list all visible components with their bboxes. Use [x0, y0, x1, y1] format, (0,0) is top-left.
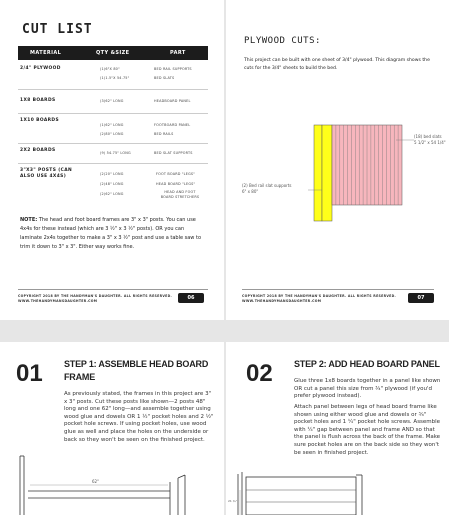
step-number: 01: [16, 360, 43, 387]
step-2-page: [226, 342, 449, 515]
part-cell: BED SLAT SUPPORTS: [154, 151, 193, 155]
part-cell: FOOTBOARD PANEL: [154, 123, 191, 127]
step-instructions-1: Glue three 1x8 boards together in a panel like shown OR cut a panel this size from ¾" plywood (if you'd prefer plywood instead).: [294, 378, 441, 400]
material-cell: 1X8 BOARDS: [20, 98, 56, 103]
material-cell: 2X2 BOARDS: [20, 148, 56, 153]
label-rail-supports: [242, 183, 291, 194]
label-line: (2) Bed rail slat supports: [242, 183, 292, 188]
header-part: PART: [170, 50, 186, 56]
qty-cell: (1)1.5"X 54.75": [100, 76, 130, 80]
step-1-page: [0, 342, 224, 515]
rail-support-strip: [314, 125, 322, 221]
footer-copyright: [242, 294, 396, 304]
qty-cell: (2)20" LONG: [100, 172, 124, 176]
step-instructions-2: Attach panel between legs of head board frame like shown using either wood glue and dowels or ¾" pocket holes and 1 ¼" pocket hole screws. Assemble with ¼" gap between panel and frame AND so that the panel is flush across the back of the frame. Make sure pocket holes are on the back side so they won't be seen in finished project.: [294, 404, 441, 456]
part-cell: BED SLATS: [154, 76, 175, 80]
part-cell: HEAD AND FOOT BOARD STRETCHERS: [160, 190, 200, 199]
part-cell: FOOT BOARD "LEGS": [156, 172, 196, 176]
plywood-cuts-page: [226, 0, 449, 320]
cut-list-header: [18, 46, 208, 60]
footer-copyright: [18, 294, 172, 304]
material-cell: 3"X3" POSTS (CAN ALSO USE 4X4S): [20, 168, 73, 179]
intro-paragraph: This project can be built with one sheet of 3/4" plywood. This diagram shows the cuts for the 3/4" sheets to build the bed.: [244, 58, 430, 71]
footer-divider: [242, 289, 434, 290]
page-number: 06: [178, 293, 204, 303]
footer-line: WWW.THEHANDYMANSDAUGHTER.COM: [242, 299, 322, 303]
table-row: [18, 90, 208, 114]
table-row: [18, 114, 208, 144]
head-board-frame-sketch: [0, 342, 224, 515]
part-cell: HEAD BOARD "LEGS": [156, 182, 196, 186]
page-title: PLYWOOD CUTS:: [244, 36, 321, 46]
qty-cell: (3)62" LONG: [100, 99, 124, 103]
step-instructions: As previously stated, the frames in this project are 3" x 3" posts. Cut these posts like shown—2 posts 48" long and one 62" long—and assemble together using wood glue and dowels OR 1 ½" pocket holes and 2 ½" pocket hole screws. If using pocket holes, use wood glue as well and place the holes on the underside or back so they won't be seen on the finished project.: [64, 391, 214, 443]
footer-divider: [18, 289, 208, 290]
step-title: STEP 1: ASSEMBLE HEAD BOARD FRAME: [64, 359, 209, 382]
footer-line: COPYRIGHT 2018 BY THE HANDYMAN'S DAUGHTER. ALL RIGHTS RESERVED.: [18, 294, 173, 298]
footer-line: COPYRIGHT 2018 BY THE HANDYMAN'S DAUGHTER. ALL RIGHTS RESERVED.: [242, 294, 397, 298]
qty-cell: (9) 54.75" LONG: [100, 151, 131, 155]
qty-cell: (1)6"X 80": [100, 67, 120, 71]
label-line: (18) bed slats: [414, 134, 442, 139]
step-title: STEP 2: ADD HEAD BOARD PANEL: [294, 359, 440, 369]
label-line: 5 1/2" x 54 1/4": [414, 139, 446, 145]
plywood-diagram: [226, 0, 449, 320]
page-title: CUT LIST: [22, 22, 93, 37]
dimension-label: 62": [92, 479, 99, 484]
qty-cell: (2)62" LONG: [100, 192, 124, 196]
note-paragraph: [20, 216, 206, 252]
header-qty: QTY &SIZE: [96, 50, 130, 56]
step-number: 02: [246, 360, 273, 387]
qty-cell: (1)62" LONG: [100, 123, 124, 127]
part-cell: BED RAILS: [154, 132, 174, 136]
table-row: [18, 62, 208, 90]
head-board-panel-sketch: [226, 342, 449, 515]
footer-line: WWW.THEHANDYMANSDAUGHTER.COM: [18, 299, 98, 303]
material-cell: 2/4" PLYWOOD: [20, 66, 61, 71]
part-cell: BED RAIL SUPPORTS: [154, 67, 192, 71]
dimension-label: 21 ¾": [228, 499, 238, 503]
qty-cell: (2)48" LONG: [100, 182, 124, 186]
rail-support-strip: [322, 125, 332, 221]
page-number: 07: [408, 293, 434, 303]
material-cell: 1X10 BOARDS: [20, 118, 60, 123]
qty-cell: (2)80" LONG: [100, 132, 124, 136]
table-row: [18, 164, 208, 204]
part-cell: HEADBOARD PANEL: [154, 99, 191, 103]
label-bed-slats: [414, 134, 446, 145]
header-material: MATERIAL: [30, 50, 62, 56]
note-text: The head and foot board frames are 3" x 3" posts. You can use 4x4s for these instead (which are 3 ½" x 3 ½" posts). OR you can laminate 2x4s together to make a 3" x 3 ½" post and use a table saw to trim it down to 3" x 3". Either way works fine.: [20, 217, 202, 250]
cut-list-page: [0, 0, 224, 320]
note-label: NOTE:: [20, 217, 38, 223]
label-line: 6" x 80": [242, 188, 259, 194]
table-row: [18, 144, 208, 164]
